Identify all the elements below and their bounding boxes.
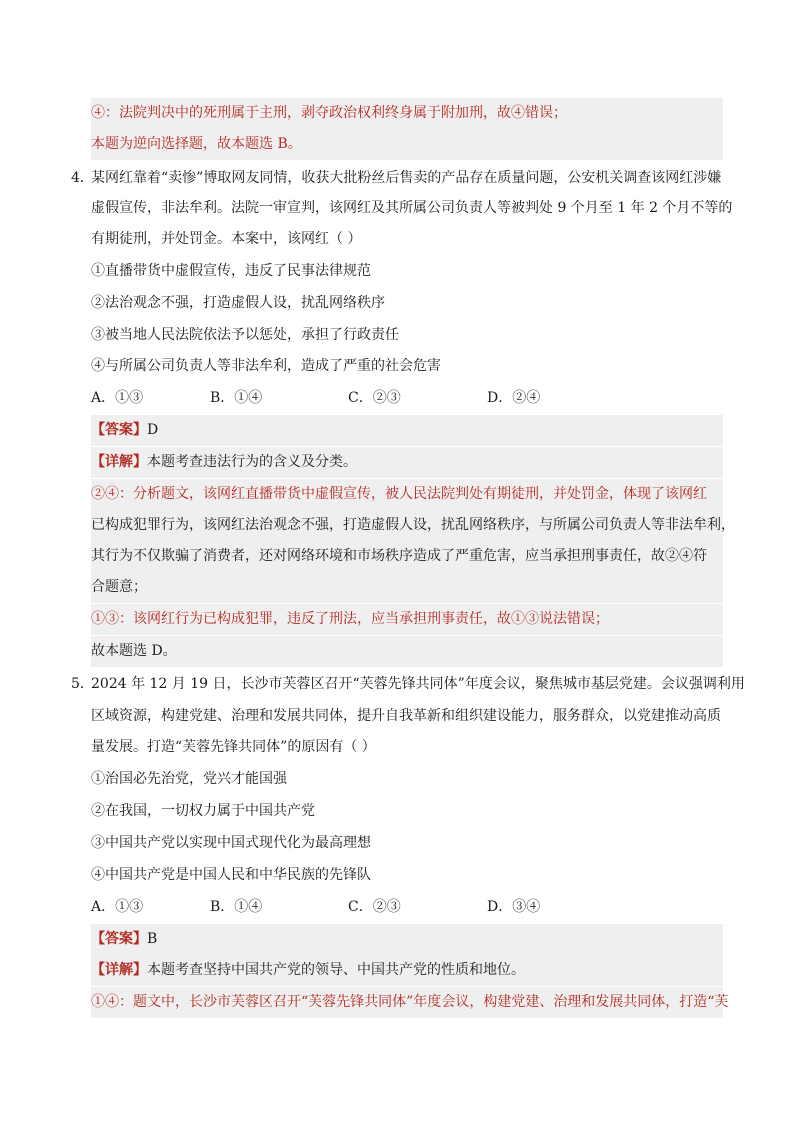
detail-line xyxy=(91,447,723,478)
question-number: 5． xyxy=(71,676,94,692)
answer-value: D xyxy=(147,422,159,438)
analysis-line: 已构成犯罪行为，该网红法治观念不强，打造虚假人设，扰乱网络秩序，与所属公司负责人等非法牟利， xyxy=(91,510,723,541)
answer-value: B xyxy=(147,931,158,947)
statement-item: ④与所属公司负责人等非法牟利，造成了严重的社会危害 xyxy=(91,358,441,374)
detail-text: 本题考查坚持中国共产党的领导、中国共产党的性质和地位。 xyxy=(147,962,525,978)
statement-item: ①治国必先治党，党兴才能国强 xyxy=(91,771,287,787)
analysis-line: ④：法院判决中的死刑属于主刑，剥夺政治权利终身属于附加刑，故④错误； xyxy=(91,98,723,129)
question-stem-line: 2024 年 12 月 19 日，长沙市芙蓉区召开“芙蓉先锋共同体”年度会议，聚焦城市基层党建。会议强调利用 xyxy=(91,676,745,692)
option-a: A．①③ xyxy=(91,899,144,915)
answer-tag: 【答案】 xyxy=(91,931,147,947)
analysis-line: 其行为不仅欺骗了消费者，还对网络环境和市场秩序造成了严重危害，应当承担刑事责任，故②④符 xyxy=(91,541,723,572)
question-stem-line: 区域资源，构建党建、治理和发展共同体，提升自我革新和组织建设能力，服务群众，以党建推动高质 xyxy=(91,708,721,724)
question-stem-line: 某网红靠着“卖惨”博取网友同情，收获大批粉丝后售卖的产品存在质量问题，公安机关调查该网红涉嫌 xyxy=(91,170,722,186)
answer-tag: 【答案】 xyxy=(91,422,147,438)
analysis-line: ②④：分析题文，该网红直播带货中虚假宣传，被人民法院判处有期徒刑，并处罚金，体现了该网红 xyxy=(91,479,723,510)
conclusion-line: 本题为逆向选择题，故本题选 B。 xyxy=(91,129,723,160)
answer-line xyxy=(91,415,723,446)
option-d: D．②④ xyxy=(487,390,541,406)
detail-tag: 【详解】 xyxy=(91,962,147,978)
option-c: C．②③ xyxy=(348,899,401,915)
analysis-line: ①④：题文中，长沙市芙蓉区召开“芙蓉先锋共同体”年度会议，构建党建、治理和发展共同体，打造“芙 xyxy=(91,987,723,1018)
option-a: A．①③ xyxy=(91,390,144,406)
option-c: C．②③ xyxy=(348,390,401,406)
statement-item: ③中国共产党以实现中国式现代化为最高理想 xyxy=(91,835,371,851)
option-b: B．①④ xyxy=(210,899,263,915)
detail-text: 本题考查违法行为的含义及分类。 xyxy=(147,454,357,470)
option-b: B．①④ xyxy=(210,390,263,406)
answer-line xyxy=(91,924,723,955)
options-row xyxy=(91,383,723,414)
analysis-line: 合题意； xyxy=(91,572,723,603)
statement-item: ①直播带货中虚假宣传，违反了民事法律规范 xyxy=(91,263,371,279)
statement-item: ③被当地人民法院依法予以惩处，承担了行政责任 xyxy=(91,327,399,343)
detail-line xyxy=(91,955,723,986)
option-d: D．③④ xyxy=(487,899,541,915)
statement-item: ②在我国，一切权力属于中国共产党 xyxy=(91,803,315,819)
question-number: 4． xyxy=(71,170,94,186)
question-stem-line: 量发展。打造“芙蓉先锋共同体”的原因有（ ） xyxy=(91,739,376,755)
options-row xyxy=(91,892,723,923)
question-stem-line: 有期徒刑，并处罚金。本案中，该网红（ ） xyxy=(91,231,362,247)
statement-item: ④中国共产党是中国人民和中华民族的先锋队 xyxy=(91,867,371,883)
detail-tag: 【详解】 xyxy=(91,454,147,470)
conclusion-line: 故本题选 D。 xyxy=(91,636,723,667)
question-stem-line: 虚假宣传，非法牟利。法院一审宣判，该网红及其所属公司负责人等被判处 9 个月至 1 年 2 个月不等的 xyxy=(91,200,733,216)
statement-item: ②法治观念不强，打造虚假人设，扰乱网络秩序 xyxy=(91,295,385,311)
analysis-line: ①③：该网红行为已构成犯罪，违反了刑法，应当承担刑事责任，故①③说法错误； xyxy=(91,604,723,635)
